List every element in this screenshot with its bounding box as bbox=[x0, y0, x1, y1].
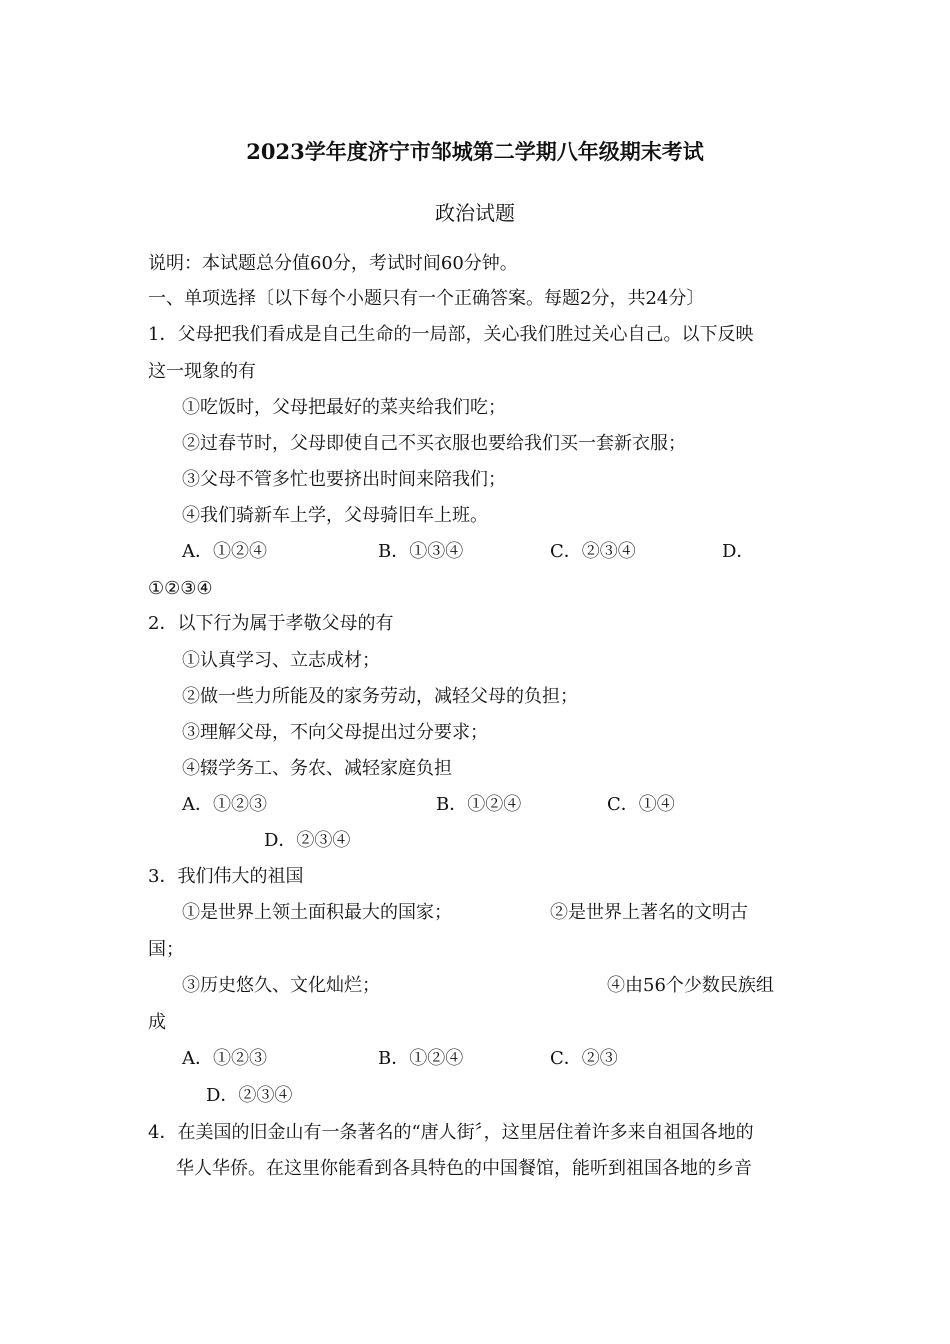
question-1-item: ③父母不管多忙也要挤出时间来陪我们； bbox=[182, 469, 506, 490]
question-3-stem: 3．我们伟大的祖国 bbox=[148, 866, 304, 887]
question-2-option-a: A．①②③ bbox=[182, 794, 267, 815]
question-1-item: ①吃饭时，父母把最好的菜夹给我们吃； bbox=[182, 397, 506, 418]
question-4-stem-continued: 华人华侨。在这里你能看到各具特色的中国餐馆，能听到祖国各地的乡音 bbox=[176, 1158, 752, 1179]
question-3-item-continued: 国； bbox=[148, 939, 184, 960]
exam-title: 2023学年度济宁市邹城第二学期八年级期末考试 bbox=[246, 139, 704, 164]
question-1-item: ④我们骑新车上学，父母骑旧车上班。 bbox=[182, 505, 488, 526]
question-3-item-continued: 成 bbox=[148, 1012, 166, 1033]
question-3-item: ④由56个少数民族组 bbox=[607, 975, 774, 996]
question-3-item: ①是世界上领土面积最大的国家； bbox=[182, 902, 452, 923]
question-1-option-a: A．①②④ bbox=[182, 541, 267, 562]
question-3-option-d: D．②③④ bbox=[206, 1085, 293, 1106]
question-1-item: ②过春节时，父母即使自己不买衣服也要给我们买一套新衣服； bbox=[182, 433, 686, 454]
question-1-stem: 1．父母把我们看成是自己生命的一局部，关心我们胜过关心自己。以下反映 bbox=[148, 324, 754, 345]
question-1-option-d-continued: ①②③④ bbox=[148, 578, 213, 599]
question-2-option-c: C．①④ bbox=[607, 794, 675, 815]
question-2-option-d: D．②③④ bbox=[264, 830, 351, 851]
question-1-stem-continued: 这一现象的有 bbox=[148, 361, 256, 382]
question-2-item: ①认真学习、立志成材； bbox=[182, 650, 380, 671]
question-3-item: ②是世界上著名的文明古 bbox=[550, 902, 748, 923]
question-2-item: ③理解父母，不向父母提出过分要求； bbox=[182, 722, 488, 743]
question-2-item: ②做一些力所能及的家务劳动，减轻父母的负担； bbox=[182, 686, 578, 707]
question-3-item: ③历史悠久、文化灿烂； bbox=[182, 975, 380, 996]
exam-subtitle: 政治试题 bbox=[435, 201, 515, 225]
question-1-option-d: D． bbox=[722, 541, 755, 562]
question-3-option-b: B．①②④ bbox=[378, 1048, 464, 1069]
question-2-stem: 2．以下行为属于孝敬父母的有 bbox=[148, 613, 394, 634]
question-2-option-b: B．①②④ bbox=[436, 794, 522, 815]
question-3-option-a: A．①②③ bbox=[182, 1048, 267, 1069]
question-1-option-b: B．①③④ bbox=[378, 541, 464, 562]
question-1-option-c: C．②③④ bbox=[550, 541, 636, 562]
exam-note: 说明：本试题总分值60分，考试时间60分钟。 bbox=[148, 253, 518, 274]
question-3-option-c: C．②③ bbox=[550, 1048, 618, 1069]
section-heading: 一、单项选择〔以下每个小题只有一个正确答案。每题2分，共24分〕 bbox=[148, 288, 705, 309]
question-4-stem: 4．在美国的旧金山有一条著名的“唐人街〞，这里居住着许多来自祖国各地的 bbox=[148, 1122, 754, 1143]
question-2-item: ④辍学务工、务农、减轻家庭负担 bbox=[182, 758, 452, 779]
